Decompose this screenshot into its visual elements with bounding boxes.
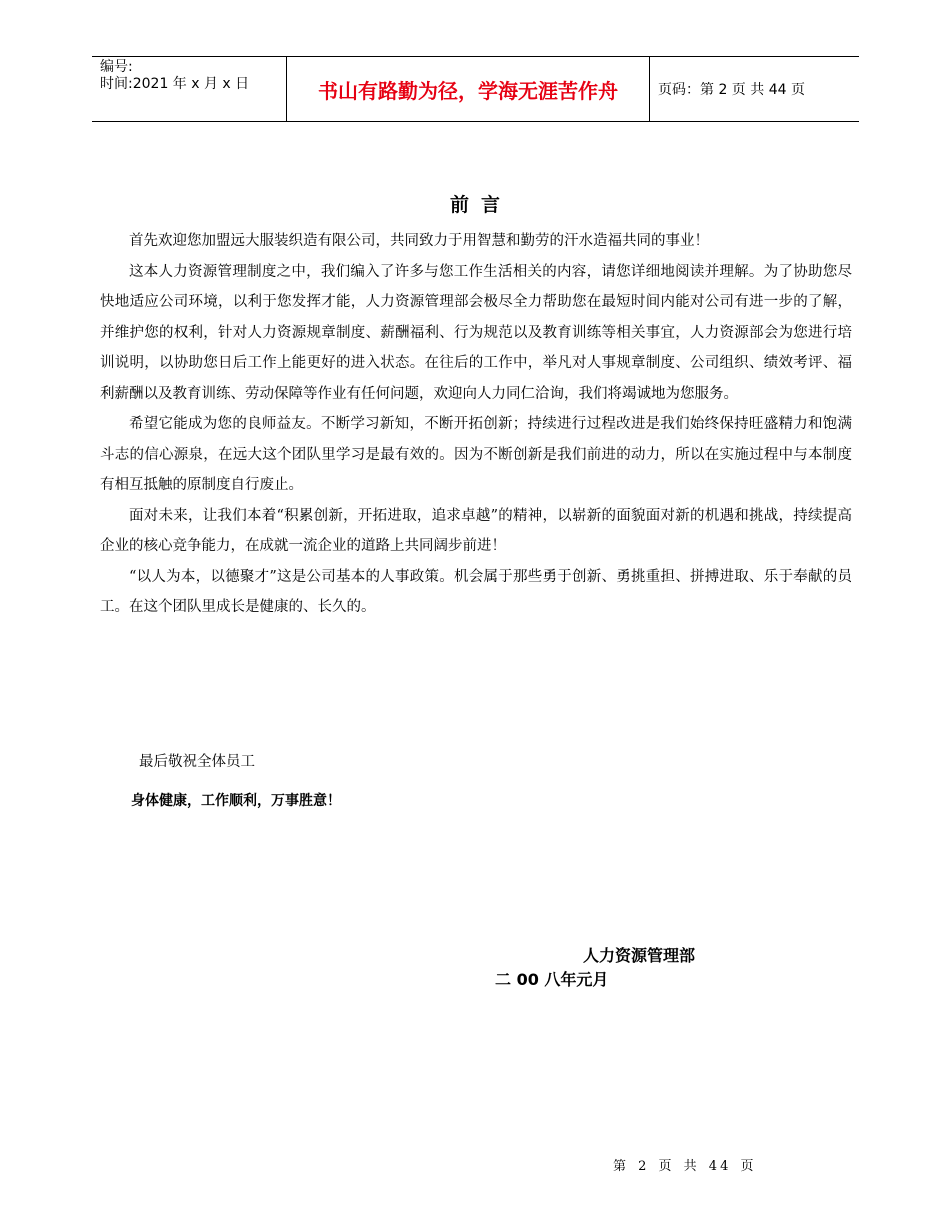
paragraph-policy: “以人为本，以德聚才”这是公司基本的人事政策。机会属于那些勇于创新、勇挑重担、拼搏进取、乐于奉献的员工。在这个团队里成长是健康的、长久的。 — [100, 568, 852, 615]
header-page-info: 页码：第 2 页 共 44 页 — [658, 82, 805, 98]
date-label: 时间:2021 年 x 月 x 日 — [100, 76, 250, 92]
closing-greeting: 最后敬祝全体员工 — [139, 754, 255, 770]
document-body — [100, 226, 852, 623]
paragraph-future: 面对未来，让我们本着“积累创新，开拓进取，追求卓越”的精神，以崭新的面貌面对新的机遇和挑战，持续提高企业的核心竞争能力，在成就一流企业的道路上共同阔步前进！ — [100, 507, 852, 554]
paragraph-learning: 希望它能成为您的良师益友。不断学习新知，不断开拓创新；持续进行过程改进是我们始终保持旺盛精力和饱满斗志的信心源泉，在远大这个团队里学习是最有效的。因为不断创新是我们前进的动力，所以在实施过程中与本制度有相互抵触的原制度自行废止。 — [100, 416, 852, 493]
header-meta-cell — [92, 57, 287, 121]
paragraph-introduction: 这本人力资源管理制度之中，我们编入了许多与您工作生活相关的内容，请您详细地阅读并理解。为了协助您尽快地适应公司环境，以利于您发挥才能，人力资源管理部会极尽全力帮助您在最短时间内能对公司有进一步的了解，并维护您的权利，针对人力资源规章制度、薪酬福利、行为规范以及教育训练等相关事宜，人力资源部会为您进行培训说明，以协助您日后工作上能更好的进入状态。在往后的工作中，举凡对人事规章制度、公司组织、绩效考评、福利薪酬以及教育训练、劳动保障等作业有任何问题，欢迎向人力同仁洽询，我们将竭诚地为您服务。 — [100, 263, 852, 402]
serial-label: 编号: — [100, 59, 133, 75]
footer-page-number: 第 2 页 共 44 页 — [613, 1159, 757, 1174]
paragraph-welcome: 首先欢迎您加盟远大服装织造有限公司，共同致力于用智慧和勤劳的汗水造福共同的事业！ — [129, 233, 709, 249]
closing-wish: 身体健康，工作顺利，万事胜意！ — [131, 793, 341, 809]
header-motto: 书山有路勤为径，学海无涯苦作舟 — [287, 57, 650, 121]
signature-date: 二 00 八年元月 — [495, 970, 609, 989]
signature-department: 人力资源管理部 — [583, 946, 696, 965]
header-table — [92, 56, 859, 122]
page-title: 前言 — [449, 194, 512, 216]
